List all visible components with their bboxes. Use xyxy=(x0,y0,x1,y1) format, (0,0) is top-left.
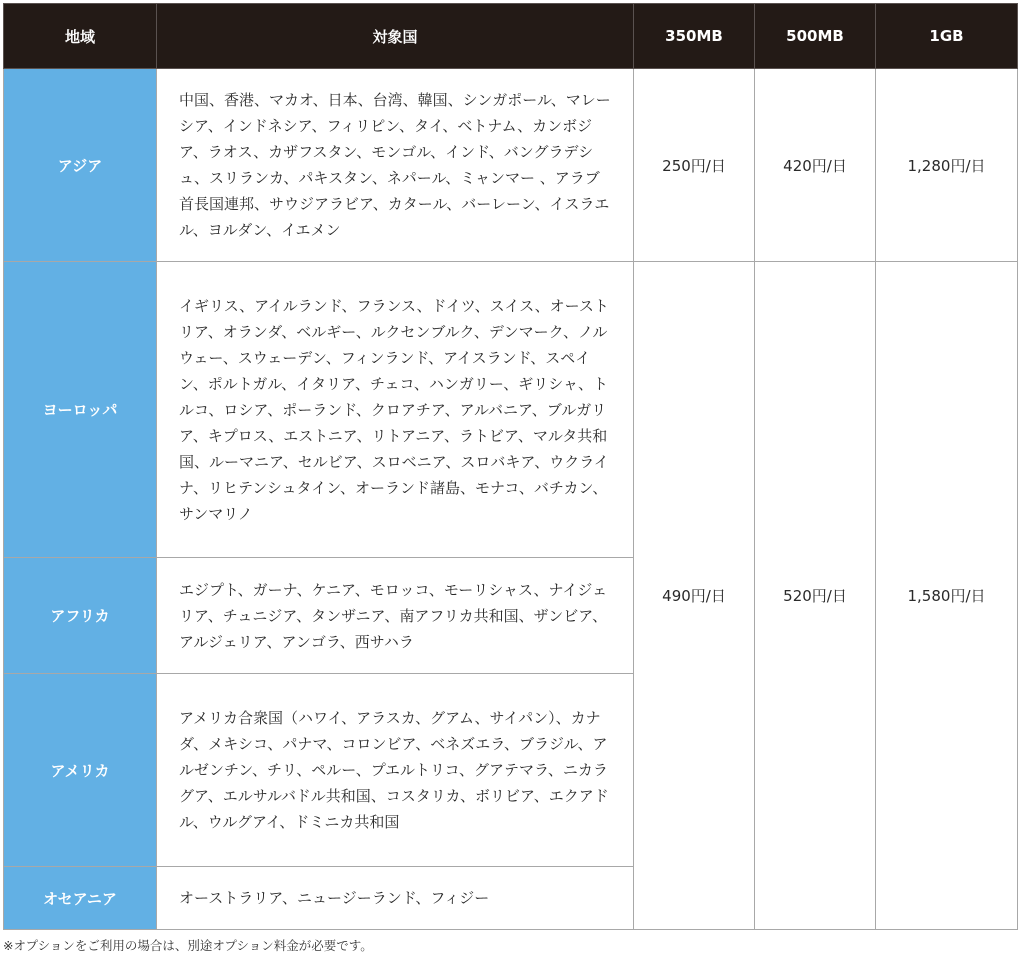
countries-cell-oceania: オーストラリア、ニュージーランド、フィジー xyxy=(157,867,634,930)
table-body xyxy=(4,69,1018,930)
price-350mb-shared: 490円/日 xyxy=(634,262,755,930)
countries-cell-europe: イギリス、アイルランド、フランス、ドイツ、スイス、オーストリア、オランダ、ベルギー、ルクセンブルク、デンマーク、ノルウェー、スウェーデン、フィンランド、アイスランド、スペイン、ポルトガル、イタリア、チェコ、ハンガリー、ギリシャ、トルコ、ロシア、ポーランド、クロアチア、アルバニア、ブルガリア、キプロス、エストニア、リトアニア、ラトビア、マルタ共和国、ルーマニア、セルビア、スロベニア、スロバキア、ウクライナ、リヒテンシュタイン、オーランド諸島、モナコ、バチカン、サンマリノ xyxy=(157,262,634,558)
table-row-asia xyxy=(4,69,1018,262)
region-cell-europe: ヨーロッパ xyxy=(4,262,157,558)
region-cell-asia: アジア xyxy=(4,69,157,262)
price-1gb-asia: 1,280円/日 xyxy=(876,69,1018,262)
price-1gb-shared: 1,580円/日 xyxy=(876,262,1018,930)
footnote: ※オプションをご利用の場合は、別途オプション料金が必要です。 xyxy=(3,938,373,953)
price-500mb-asia: 420円/日 xyxy=(755,69,876,262)
table-header xyxy=(4,4,1018,69)
header-countries: 対象国 xyxy=(157,4,634,69)
plan-pricing-table xyxy=(3,3,1018,930)
region-cell-africa: アフリカ xyxy=(4,558,157,674)
header-plan-1gb: 1GB xyxy=(876,4,1018,69)
header-region: 地域 xyxy=(4,4,157,69)
header-plan-500mb: 500MB xyxy=(755,4,876,69)
price-350mb-asia: 250円/日 xyxy=(634,69,755,262)
countries-cell-africa: エジプト、ガーナ、ケニア、モロッコ、モーリシャス、ナイジェリア、チュニジア、タンザニア、南アフリカ共和国、ザンビア、アルジェリア、アンゴラ、西サハラ xyxy=(157,558,634,674)
table-row-europe xyxy=(4,262,1018,558)
header-row xyxy=(4,4,1018,69)
region-cell-oceania: オセアニア xyxy=(4,867,157,930)
countries-cell-asia: 中国、香港、マカオ、日本、台湾、韓国、シンガポール、マレーシア、インドネシア、フィリピン、タイ、ベトナム、カンボジア、ラオス、カザフスタン、モンゴル、インド、バングラデシュ、スリランカ、パキスタン、ネパール、ミャンマー 、アラブ首長国連邦、サウジアラビア、カタール、バーレーン、イスラエル、ヨルダン、イエメン xyxy=(157,69,634,262)
price-500mb-shared: 520円/日 xyxy=(755,262,876,930)
region-cell-america: アメリカ xyxy=(4,674,157,867)
countries-cell-america: アメリカ合衆国（ハワイ、アラスカ、グアム、サイパン）、カナダ、メキシコ、パナマ、コロンビア、ベネズエラ、ブラジル、アルゼンチン、チリ、ペルー、プエルトリコ、グアテマラ、ニカラグア、エルサルバドル共和国、コスタリカ、ボリビア、エクアドル、ウルグアイ、ドミニカ共和国 xyxy=(157,674,634,867)
header-plan-350mb: 350MB xyxy=(634,4,755,69)
